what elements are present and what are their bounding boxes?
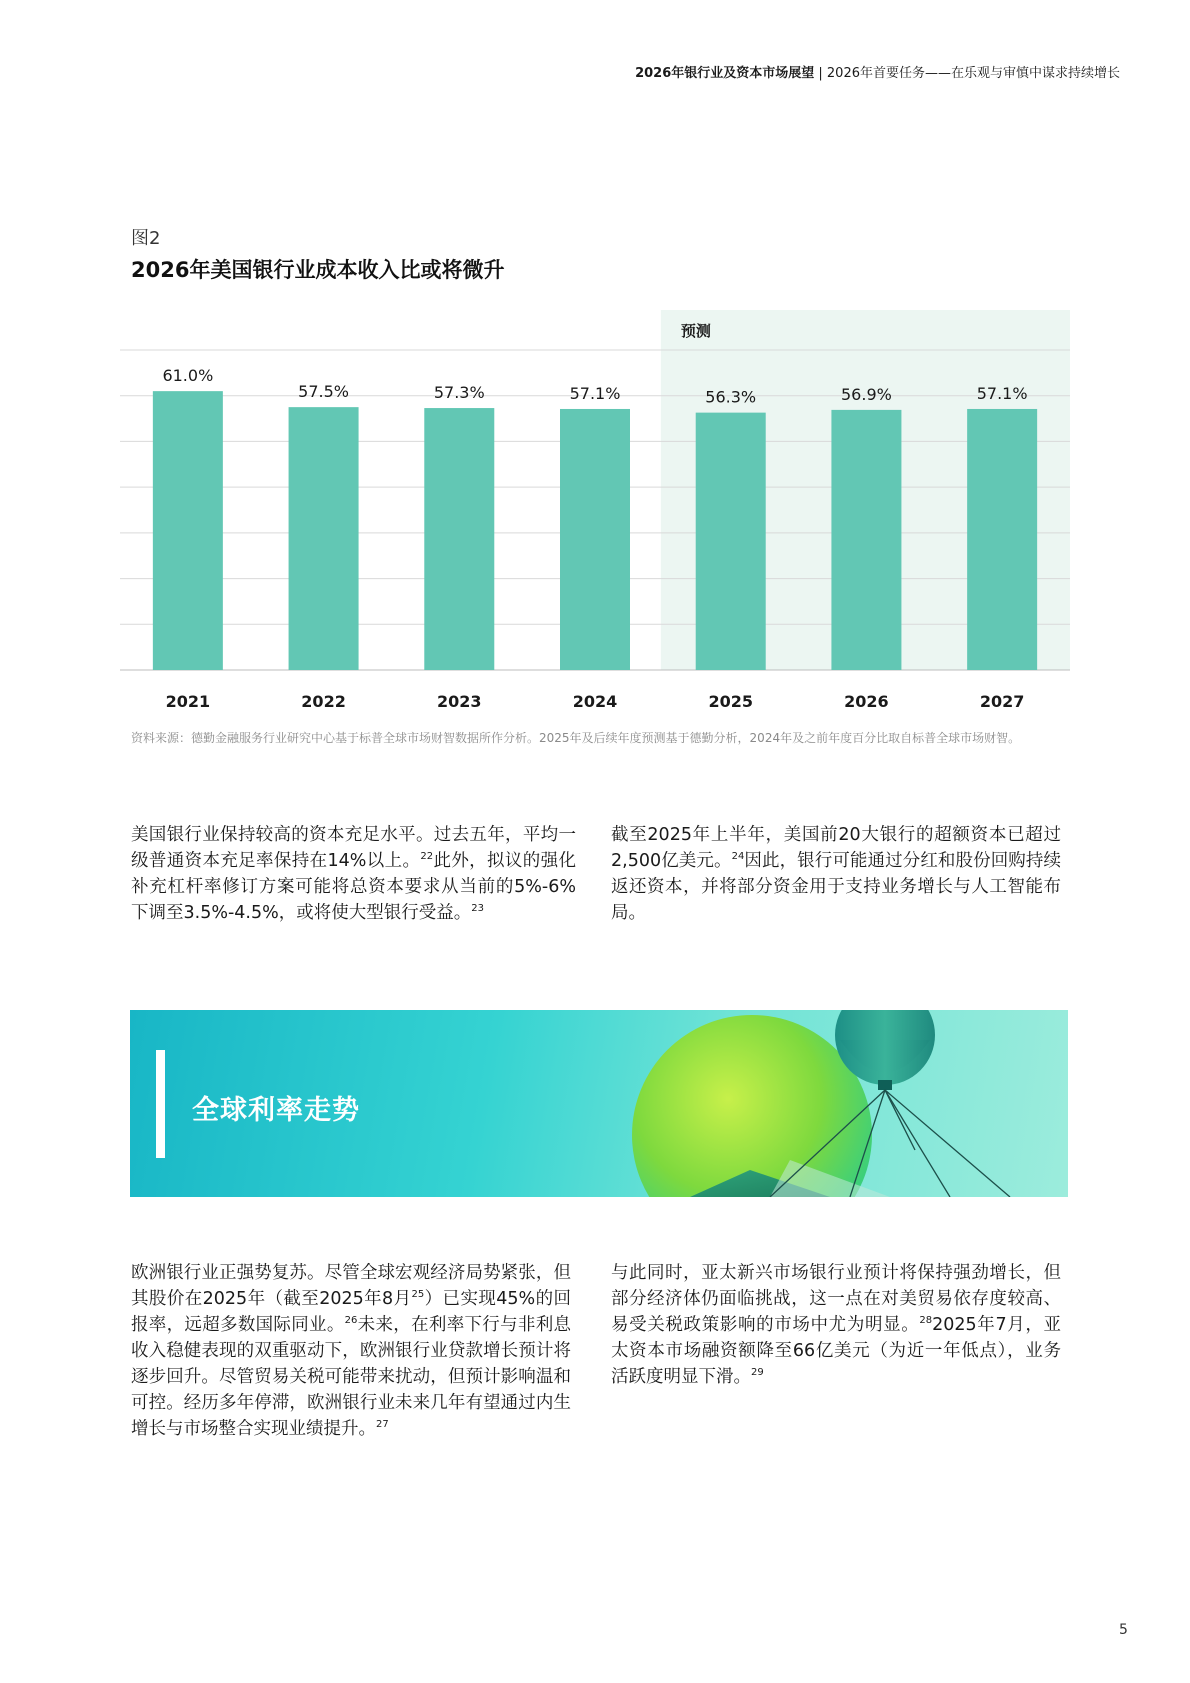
- running-header: [635, 62, 1120, 81]
- x-tick-label: 2023: [437, 692, 482, 711]
- footnote-ref: 28: [919, 1315, 933, 1327]
- x-tick-label: 2025: [708, 692, 753, 711]
- header-report-title: 2026年银行业及资本市场展望: [635, 66, 815, 81]
- bar: [831, 410, 901, 670]
- paragraph-asia-pacific: 与此同时，亚太新兴市场银行业预计将保持强劲增长，但部分经济体仍面临挑战，这一点在对美贸易依存度较高、易受关税政策影响的市场中尤为明显。$^{28}$2025年7月，亚太资本市场融资额降至66亿美元（为近一年低点），业务活跃度明显下滑。$^{29}$: [611, 1263, 1061, 1387]
- footnote-ref: 27: [376, 1419, 389, 1431]
- bar: [424, 408, 494, 670]
- bar-chart: [120, 310, 1070, 715]
- bar-value-label: 61.0%: [162, 366, 214, 386]
- bar-value-label: 56.9%: [841, 384, 892, 404]
- bar-value-label: 57.3%: [433, 383, 485, 403]
- paragraph-europe: 欧洲银行业正强势复苏。尽管全球宏观经济局势紧张，但其股价在2025年（截至2025年8月$^{25}$）已实现45%的回报率，远超多数国际同业。$^{26}$未来，在利率下行与非利息收入稳健表现的双重驱动下，欧洲银行业贷款增长预计将逐步回升。尽管贸易关税可能带来扰动，但预计影响温和可控。经历多年停滞，欧洲银行业未来几年有望通过内生增长与市场整合实现业绩提升。$^{27}$: [131, 1263, 572, 1439]
- bar-value-label: 56.3%: [705, 387, 757, 407]
- paragraph-us-capital: 美国银行业保持较高的资本充足水平。过去五年，平均一级普通资本充足率保持在14%以上。$^{22}$此外，拟议的强化补充杠杆率修订方案可能将总资本要求从当前的5%-6%下调至3.5%-4.5%，或将使大型银行受益。$^{23}$: [131, 825, 577, 923]
- footnote-ref: 29: [751, 1367, 764, 1379]
- bar: [967, 409, 1037, 670]
- page-number: 5: [1119, 1622, 1128, 1638]
- bar: [560, 409, 630, 670]
- bar: [153, 391, 223, 670]
- footnote-ref: 26: [344, 1315, 358, 1327]
- header-chapter-title: 2026年首要任务——在乐观与审慎中谋求持续增长: [826, 66, 1120, 81]
- figure-source-note: 资料来源：德勤金融服务行业研究中心基于标普全球市场财智数据所作分析。2025年及后续年度预测基于德勤分析，2024年及之前年度百分比取自标普全球市场财智。: [131, 731, 1021, 745]
- x-tick-label: 2027: [979, 692, 1025, 711]
- section-banner: [130, 1010, 1068, 1197]
- x-tick-label: 2022: [301, 692, 346, 711]
- bar: [696, 413, 766, 670]
- bar-value-label: 57.1%: [569, 383, 621, 403]
- banner-accent-bar: [156, 1050, 165, 1158]
- bar-value-label: 57.5%: [298, 382, 349, 402]
- footnote-ref: 23: [471, 903, 484, 915]
- paragraph-excess-capital: 截至2025年上半年，美国前20大银行的超额资本已超过2,500亿美元。$^{24}$因此，银行可能通过分红和股份回购持续返还资本，并将部分资金用于支持业务增长与人工智能布局。: [611, 825, 1061, 923]
- bar-value-label: 57.1%: [976, 383, 1028, 403]
- header-separator: |: [814, 66, 827, 81]
- x-tick-label: 2024: [572, 692, 618, 711]
- figure-label: 图2: [131, 228, 161, 249]
- footnote-ref: 25: [411, 1289, 425, 1301]
- x-tick-label: 2026: [844, 692, 889, 711]
- footnote-ref: 22: [420, 851, 434, 863]
- x-tick-label: 2021: [165, 692, 211, 711]
- section-title: 全球利率走势: [192, 1095, 360, 1126]
- footnote-ref: 24: [731, 851, 745, 863]
- figure-title: 2026年美国银行业成本收入比或将微升: [131, 258, 505, 282]
- forecast-label: 预测: [680, 322, 711, 340]
- bar: [289, 407, 359, 670]
